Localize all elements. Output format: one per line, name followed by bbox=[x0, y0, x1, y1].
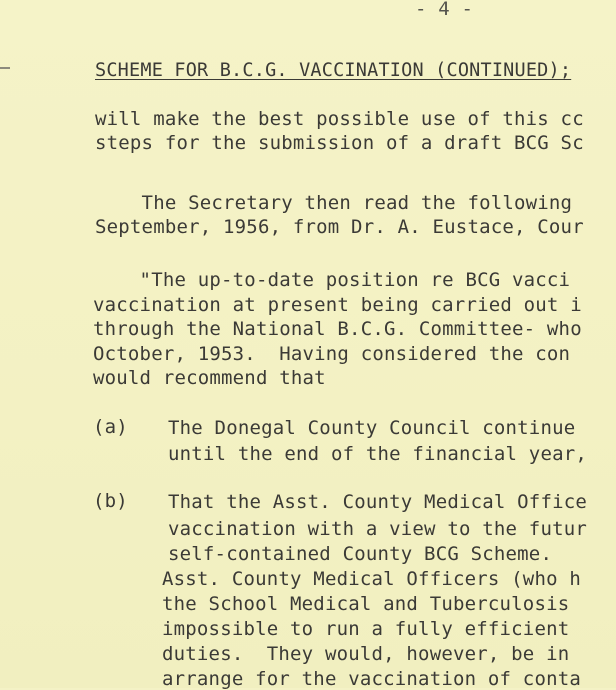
margin-mark bbox=[0, 67, 10, 69]
paragraph-1-line-2: steps for the submission of a draft BCG Sc bbox=[95, 132, 584, 154]
list-item-b-label: (b) bbox=[93, 490, 128, 512]
list-item-b-line-7: duties. They would, however, be in bbox=[162, 643, 570, 665]
paragraph-2-line-2: September, 1956, from Dr. A. Eustace, Cour bbox=[95, 216, 584, 238]
paragraph-1-line-1: will make the best possible use of this cc bbox=[95, 108, 584, 130]
paragraph-3-line-1: "The up-to-date position re BCG vacci bbox=[93, 269, 571, 291]
page-number: - 4 - bbox=[415, 0, 474, 20]
list-item-b-line-6: impossible to run a fully efficient bbox=[162, 618, 570, 640]
paragraph-3-line-3: through the National B.C.G. Committee- who bbox=[93, 318, 582, 340]
paragraph-3-line-2: vaccination at present being carried out i bbox=[93, 294, 582, 316]
list-item-a-label: (a) bbox=[93, 416, 128, 438]
paragraph-3-line-4: October, 1953. Having considered the con bbox=[93, 343, 571, 365]
list-item-a-line-2: until the end of the financial year, bbox=[168, 443, 588, 465]
list-item-b-line-4: Asst. County Medical Officers (who h bbox=[162, 568, 582, 590]
section-heading: SCHEME FOR B.C.G. VACCINATION (CONTINUED); bbox=[95, 60, 572, 81]
list-item-b-line-5: the School Medical and Tuberculosis bbox=[162, 593, 570, 615]
list-item-b-line-8: arrange for the vaccination of conta bbox=[162, 668, 582, 690]
list-item-b-line-2: vaccination with a view to the futur bbox=[168, 518, 588, 540]
list-item-a-line-1: The Donegal County Council continue bbox=[168, 417, 576, 439]
paragraph-3-line-5: would recommend that bbox=[93, 367, 326, 389]
list-item-b-line-1: That the Asst. County Medical Office bbox=[168, 491, 588, 513]
paragraph-2-line-1: The Secretary then read the following bbox=[95, 192, 573, 214]
list-item-b-line-3: self-contained County BCG Scheme. bbox=[168, 543, 553, 565]
